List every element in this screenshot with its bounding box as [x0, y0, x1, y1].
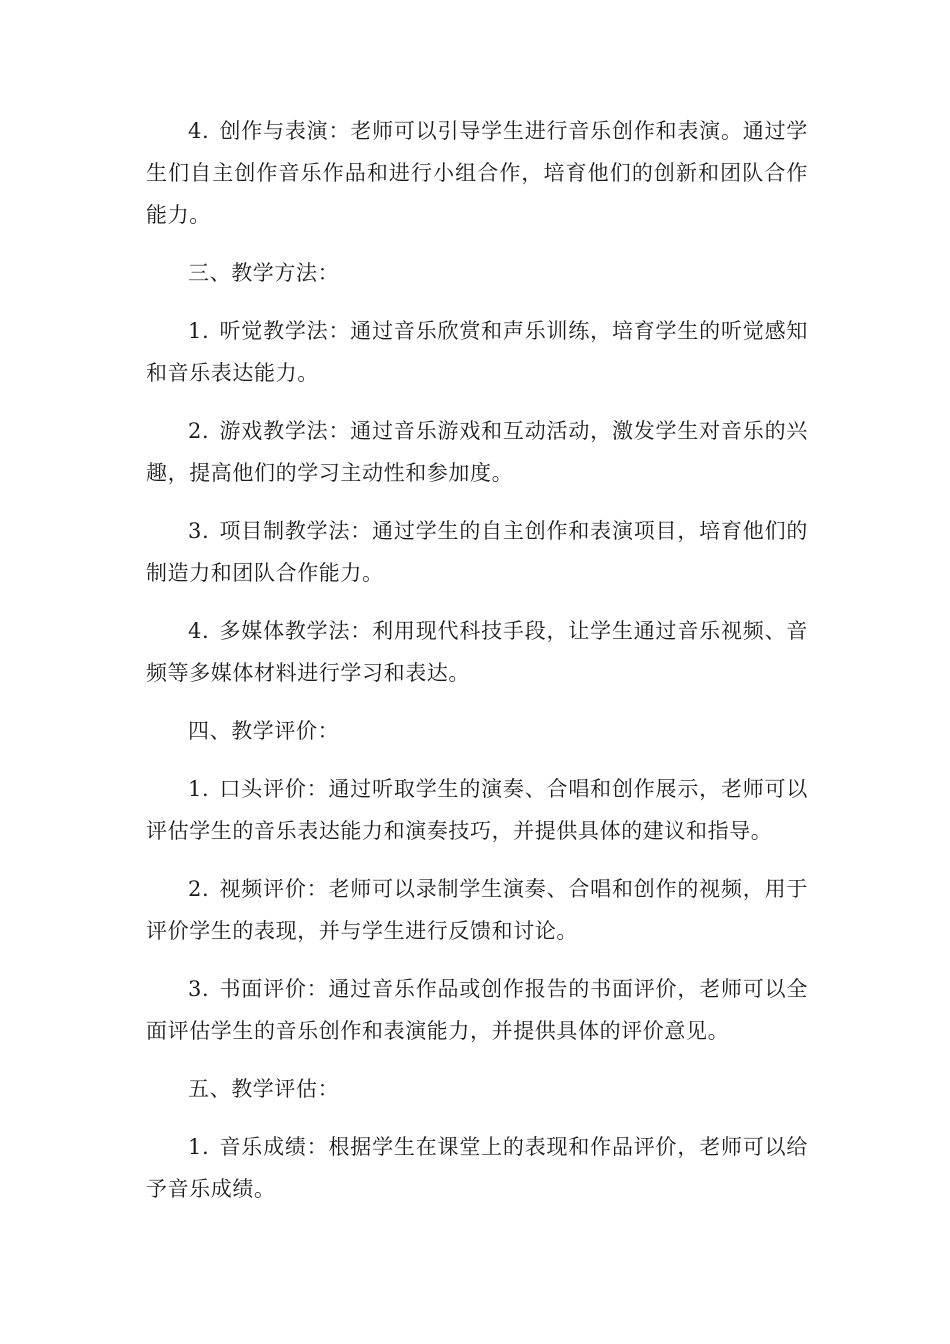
paragraph-text: 创作与表演：老师可以引导学生进行音乐创作和表演。通过学生们自主创作音乐作品和进行小组合作，培育他们的创新和团队合作能力。 [146, 119, 808, 227]
paragraph-written-evaluation [146, 968, 808, 1052]
item-number: 2. [188, 419, 210, 443]
item-number: 4. [188, 119, 210, 143]
paragraph-text: 项目制教学法：通过学生的自主创作和表演项目，培育他们的制造力和团队合作能力。 [146, 519, 808, 585]
section-heading-teaching-assessment [146, 1068, 808, 1110]
item-number: 1. [188, 777, 210, 801]
paragraph-text: 视频评价：老师可以录制学生演奏、合唱和创作的视频，用于评价学生的表现，并与学生进行反馈和讨论。 [146, 877, 808, 943]
paragraph-oral-evaluation [146, 768, 808, 852]
paragraph-game-method [146, 410, 808, 494]
paragraph-music-grades [146, 1126, 808, 1210]
paragraph-listening-method [146, 310, 808, 394]
paragraph-text: 音乐成绩：根据学生在课堂上的表现和作品评价，老师可以给予音乐成绩。 [146, 1135, 808, 1201]
section-heading-teaching-evaluation [146, 710, 808, 752]
paragraph-text: 口头评价：通过听取学生的演奏、合唱和创作展示，老师可以评估学生的音乐表达能力和演奏技巧，并提供具体的建议和指导。 [146, 777, 808, 843]
item-number: 4. [188, 619, 210, 643]
document-page [146, 110, 808, 1226]
heading-text: 三、教学方法： [188, 261, 340, 285]
paragraph-project-method [146, 510, 808, 594]
item-number: 3. [188, 977, 210, 1001]
paragraph-creation-performance [146, 110, 808, 236]
item-number: 1. [188, 319, 210, 343]
item-number: 1. [188, 1135, 210, 1159]
section-heading-teaching-methods [146, 252, 808, 294]
heading-text: 四、教学评价： [188, 719, 340, 743]
paragraph-video-evaluation [146, 868, 808, 952]
paragraph-text: 书面评价：通过音乐作品或创作报告的书面评价，老师可以全面评估学生的音乐创作和表演能力，并提供具体的评价意见。 [146, 977, 808, 1043]
paragraph-multimedia-method [146, 610, 808, 694]
paragraph-text: 听觉教学法：通过音乐欣赏和声乐训练，培育学生的听觉感知和音乐表达能力。 [146, 319, 808, 385]
paragraph-text: 游戏教学法：通过音乐游戏和互动活动，激发学生对音乐的兴趣，提高他们的学习主动性和参加度。 [146, 419, 808, 485]
item-number: 2. [188, 877, 210, 901]
heading-text: 五、教学评估： [188, 1077, 340, 1101]
item-number: 3. [188, 519, 210, 543]
paragraph-text: 多媒体教学法：利用现代科技手段，让学生通过音乐视频、音频等多媒体材料进行学习和表达。 [146, 619, 808, 685]
